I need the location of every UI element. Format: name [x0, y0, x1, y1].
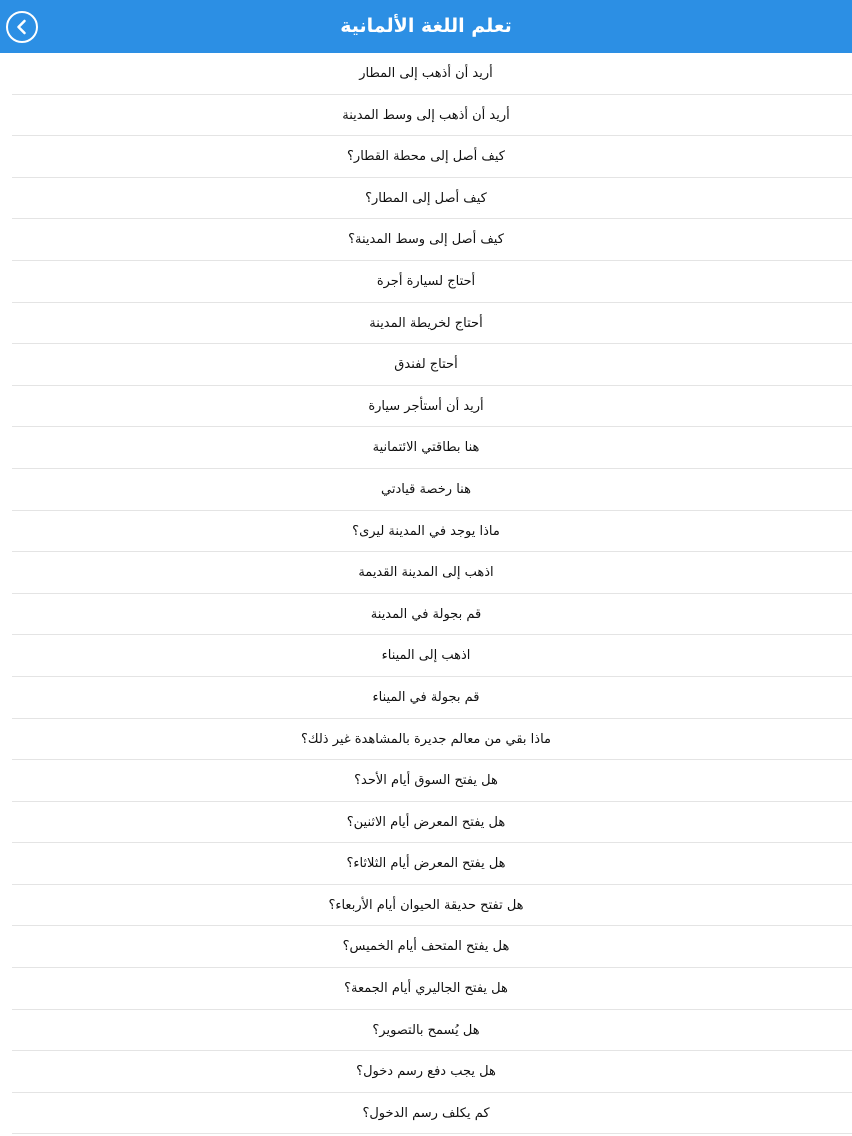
list-item[interactable]: هل يجب دفع رسم دخول؟ [12, 1051, 852, 1093]
list-item[interactable]: هل يفتح المتحف أيام الخميس؟ [12, 926, 852, 968]
list-item[interactable]: أحتاج لخريطة المدينة [12, 303, 852, 345]
list-item[interactable]: أريد أن أستأجر سيارة [12, 386, 852, 428]
list-item[interactable]: كيف أصل إلى وسط المدينة؟ [12, 219, 852, 261]
list-item[interactable]: هل يُسمح بالتصوير؟ [12, 1010, 852, 1052]
list-item[interactable]: كم يكلف رسم الدخول؟ [12, 1093, 852, 1135]
page-title: تعلم اللغة الألمانية [340, 15, 512, 37]
list-item[interactable]: ماذا يوجد في المدينة ليرى؟ [12, 511, 852, 553]
list-item[interactable]: هنا رخصة قيادتي [12, 469, 852, 511]
list-item[interactable]: ماذا بقي من معالم جديرة بالمشاهدة غير ذلك؟ [12, 719, 852, 761]
list-item[interactable]: قم بجولة في الميناء [12, 677, 852, 719]
list-item[interactable]: هل يفتح الجاليري أيام الجمعة؟ [12, 968, 852, 1010]
list-item[interactable]: هل يفتح المعرض أيام الاثنين؟ [12, 802, 852, 844]
header-bar [0, 0, 852, 53]
list-item[interactable]: أحتاج لفندق [12, 344, 852, 386]
list-item[interactable]: قم بجولة في المدينة [12, 594, 852, 636]
list-item[interactable]: أحتاج لسيارة أجرة [12, 261, 852, 303]
list-item[interactable]: اذهب إلى الميناء [12, 635, 852, 677]
phrase-list [0, 53, 852, 1134]
list-item[interactable]: هل يفتح المعرض أيام الثلاثاء؟ [12, 843, 852, 885]
list-item[interactable]: كيف أصل إلى محطة القطار؟ [12, 136, 852, 178]
list-item[interactable]: كيف أصل إلى المطار؟ [12, 178, 852, 220]
list-item[interactable]: اذهب إلى المدينة القديمة [12, 552, 852, 594]
list-item[interactable]: هل يفتح السوق أيام الأحد؟ [12, 760, 852, 802]
list-item[interactable]: أريد أن أذهب إلى المطار [12, 53, 852, 95]
list-item[interactable]: هل تفتح حديقة الحيوان أيام الأربعاء؟ [12, 885, 852, 927]
list-item[interactable]: أريد أن أذهب إلى وسط المدينة [12, 95, 852, 137]
list-item[interactable]: هنا بطاقتي الائتمانية [12, 427, 852, 469]
